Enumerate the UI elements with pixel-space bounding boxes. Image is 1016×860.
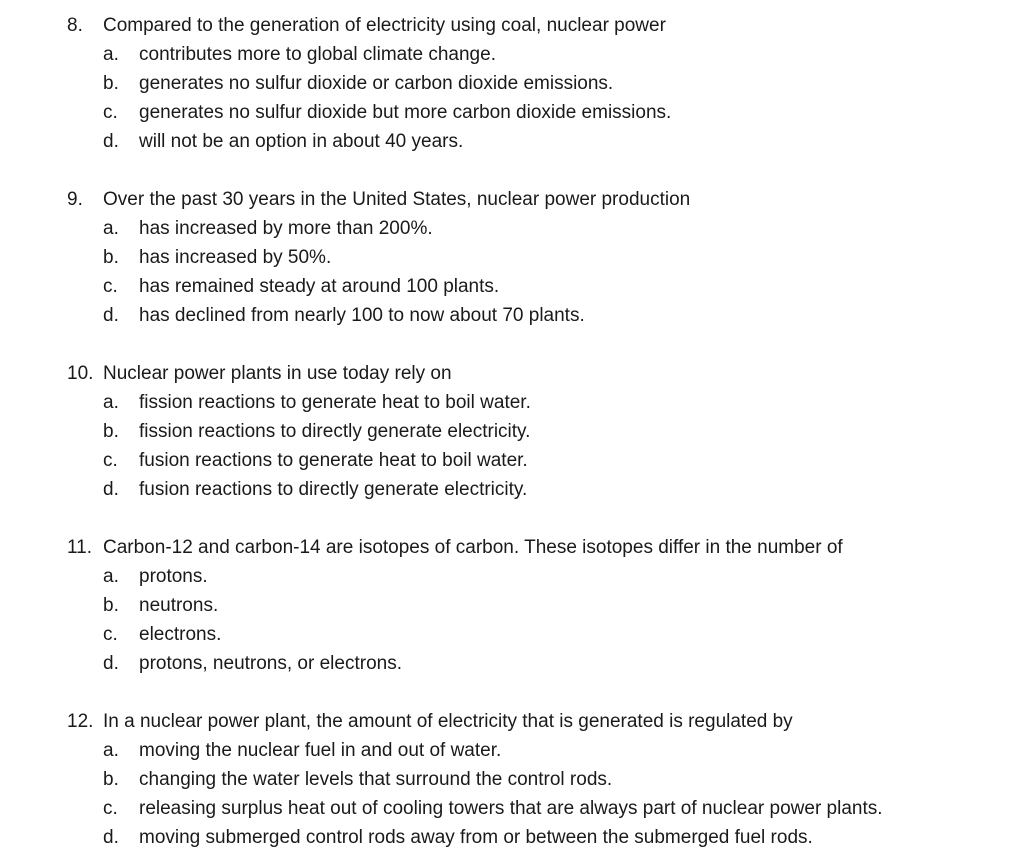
option-letter: c. [103, 450, 118, 471]
question-list [0, 11, 1016, 852]
option-letter: d. [103, 305, 119, 326]
option-letter: c. [103, 624, 118, 645]
question-number: 12. [67, 711, 94, 732]
question-11 [0, 533, 1016, 678]
question-8 [0, 11, 1016, 156]
question-stem [0, 359, 1016, 388]
answer-option-d [0, 475, 1016, 504]
answer-option-b [0, 69, 1016, 98]
answer-option-d [0, 649, 1016, 678]
answer-option-c [0, 446, 1016, 475]
answer-option-a [0, 40, 1016, 69]
option-text: has increased by 50%. [139, 247, 332, 268]
answer-option-c [0, 794, 1016, 823]
answer-option-d [0, 823, 1016, 852]
question-text: In a nuclear power plant, the amount of electricity that is generated is regulated by [103, 711, 793, 732]
question-stem [0, 707, 1016, 736]
question-number: 10. [67, 363, 94, 384]
option-text: moving the nuclear fuel in and out of water. [139, 740, 502, 761]
question-text: Carbon-12 and carbon-14 are isotopes of carbon. These isotopes differ in the number of [103, 537, 843, 558]
option-letter: a. [103, 740, 119, 761]
option-text: releasing surplus heat out of cooling towers that are always part of nuclear power plants. [139, 798, 883, 819]
option-text: fission reactions to directly generate electricity. [139, 421, 531, 442]
question-10 [0, 359, 1016, 504]
question-stem [0, 533, 1016, 562]
question-12 [0, 707, 1016, 852]
answer-option-b [0, 591, 1016, 620]
option-text: changing the water levels that surround the control rods. [139, 769, 613, 790]
question-number: 9. [67, 189, 83, 210]
question-stem [0, 11, 1016, 40]
answer-option-b [0, 417, 1016, 446]
option-text: fusion reactions to generate heat to boil water. [139, 450, 528, 471]
option-letter: b. [103, 73, 119, 94]
answer-option-a [0, 214, 1016, 243]
option-text: protons. [139, 566, 208, 587]
option-letter: a. [103, 566, 119, 587]
answer-option-d [0, 127, 1016, 156]
answer-option-b [0, 243, 1016, 272]
question-text: Compared to the generation of electricity using coal, nuclear power [103, 15, 666, 36]
option-text: contributes more to global climate change. [139, 44, 496, 65]
answer-option-c [0, 272, 1016, 301]
option-text: fusion reactions to directly generate electricity. [139, 479, 528, 500]
answer-option-d [0, 301, 1016, 330]
option-letter: d. [103, 653, 119, 674]
option-letter: c. [103, 102, 118, 123]
option-letter: b. [103, 595, 119, 616]
option-letter: c. [103, 276, 118, 297]
option-text: moving submerged control rods away from or between the submerged fuel rods. [139, 827, 813, 848]
question-9 [0, 185, 1016, 330]
question-stem [0, 185, 1016, 214]
option-text: has declined from nearly 100 to now about 70 plants. [139, 305, 585, 326]
option-letter: d. [103, 479, 119, 500]
option-letter: d. [103, 131, 119, 152]
answer-option-c [0, 620, 1016, 649]
answer-option-a [0, 562, 1016, 591]
option-text: fission reactions to generate heat to boil water. [139, 392, 531, 413]
option-text: protons, neutrons, or electrons. [139, 653, 402, 674]
answer-option-a [0, 736, 1016, 765]
option-text: has remained steady at around 100 plants. [139, 276, 500, 297]
question-number: 8. [67, 15, 83, 36]
option-letter: d. [103, 827, 119, 848]
option-letter: a. [103, 44, 119, 65]
option-letter: b. [103, 247, 119, 268]
option-letter: a. [103, 218, 119, 239]
option-text: generates no sulfur dioxide or carbon dioxide emissions. [139, 73, 614, 94]
question-text: Nuclear power plants in use today rely on [103, 363, 452, 384]
answer-option-c [0, 98, 1016, 127]
question-text: Over the past 30 years in the United States, nuclear power production [103, 189, 691, 210]
answer-option-b [0, 765, 1016, 794]
option-text: has increased by more than 200%. [139, 218, 433, 239]
option-letter: a. [103, 392, 119, 413]
option-letter: b. [103, 421, 119, 442]
option-text: will not be an option in about 40 years. [139, 131, 464, 152]
answer-option-a [0, 388, 1016, 417]
option-letter: c. [103, 798, 118, 819]
option-text: generates no sulfur dioxide but more carbon dioxide emissions. [139, 102, 672, 123]
option-text: neutrons. [139, 595, 219, 616]
option-text: electrons. [139, 624, 222, 645]
question-number: 11. [67, 537, 93, 558]
option-letter: b. [103, 769, 119, 790]
